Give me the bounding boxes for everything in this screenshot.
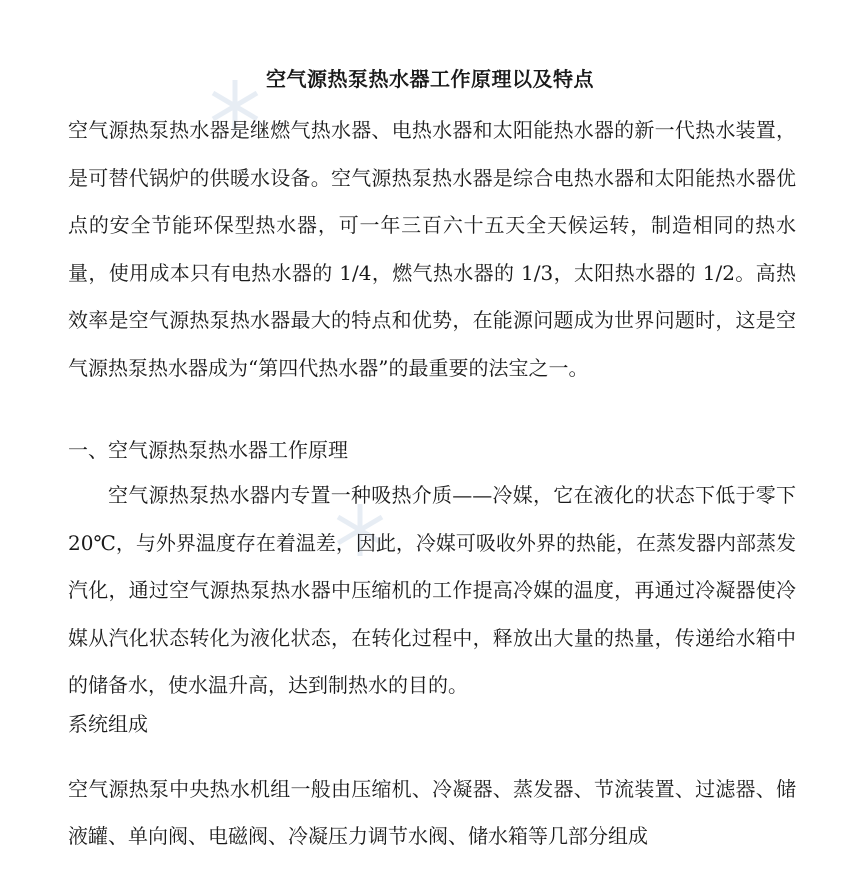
- section-heading-system: 系统组成: [68, 712, 148, 736]
- document-title: 空气源热泵热水器工作原理以及特点: [266, 67, 594, 91]
- section-heading-principle: 一、空气源热泵热水器工作原理: [68, 438, 348, 462]
- system-paragraph: 空气源热泵中央热水机组一般由压缩机、冷凝器、蒸发器、节流装置、过滤器、储液罐、单向阀、电磁阀、冷凝压力调节水阀、储水箱等几部分组成: [68, 777, 796, 848]
- intro-paragraph: 空气源热泵热水器是继燃气热水器、电热水器和太阳能热水器的新一代热水装置，是可替代锅炉的供暖水设备。空气源热泵热水器是综合电热水器和太阳能热水器优点的安全节能环保型热水器，可一年三百六十五天全天候运转，制造相同的热水量，使用成本只有电热水器的 1/4，燃气热水器的 1/3，太阳热水器的 1/2。高热效率是空气源热泵热水器最大的特点和优势，在能源问题成为世界问题时，这是空气源热泵热水器成为“第四代热水器”的最重要的法宝之一。: [68, 118, 796, 380]
- principle-paragraph: 空气源热泵热水器内专置一种吸热介质——冷媒，它在液化的状态下低于零下 20℃，与外界温度存在着温差，因此，冷媒可吸收外界的热能，在蒸发器内部蒸发汽化，通过空气源热泵热水器中压缩机的工作提高冷媒的温度，再通过冷凝器使冷媒从汽化状态转化为液化状态，在转化过程中，释放出大量的热量，传递给水箱中的储备水，使水温升高，达到制热水的目的。: [68, 483, 796, 697]
